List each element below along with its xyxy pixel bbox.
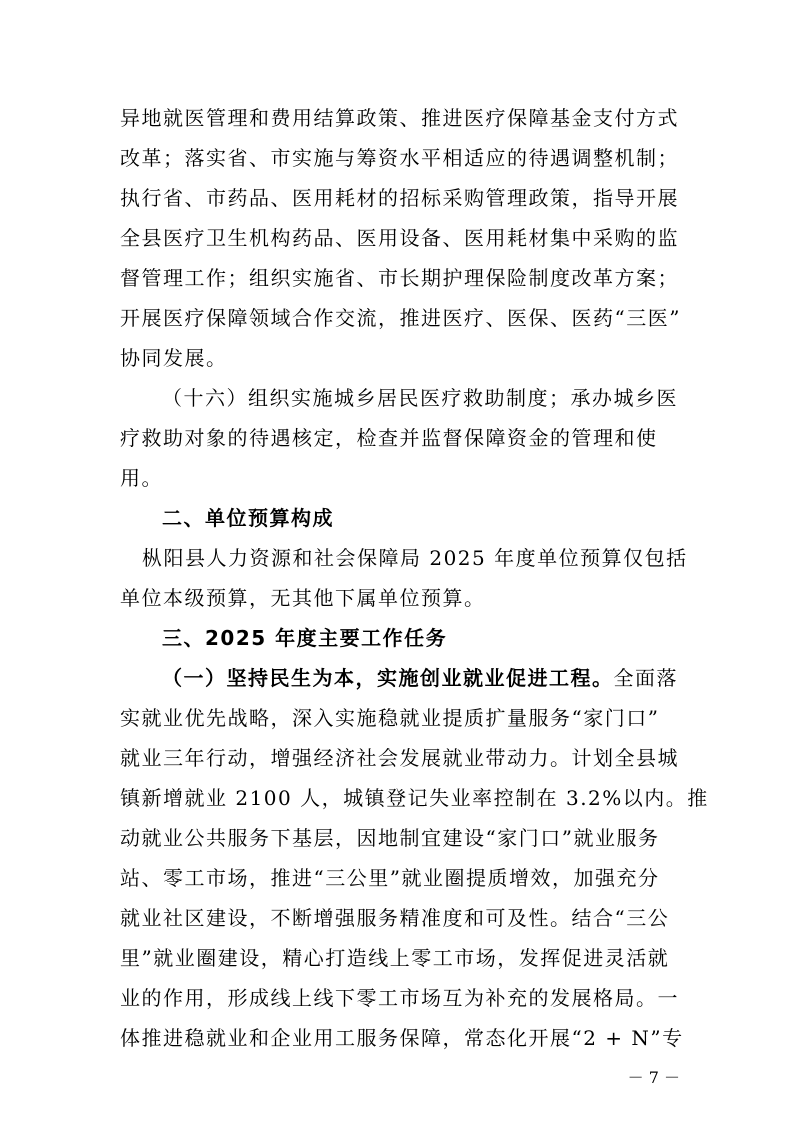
- body-text-line: 疗救助对象的待遇核定，检查并监督保障资金的管理和使: [120, 426, 658, 450]
- body-text-line: 就业三年行动，增强经济社会发展就业带动力。计划全县城: [120, 746, 679, 770]
- section-heading-budget: 二、单位预算构成: [162, 506, 334, 530]
- body-text-line: 枞阳县人力资源和社会保障局 2025 年度单位预算仅包括: [142, 546, 688, 570]
- page-number: － 7 －: [627, 1068, 680, 1087]
- body-text-line: 全县医疗卫生机构药品、医用设备、医用耗材集中采购的监: [120, 226, 679, 250]
- body-text-line: 用。: [120, 466, 163, 490]
- body-text-line: 单位本级预算，无其他下属单位预算。: [120, 586, 486, 610]
- body-text-line: 开展医疗保障领域合作交流，推进医疗、医保、医药“三医”: [120, 306, 681, 330]
- body-text-line: 协同发展。: [120, 346, 228, 370]
- task-one-line: [162, 660, 680, 696]
- body-text-line: 改革；落实省、市实施与筹资水平相适应的待遇调整机制；: [120, 146, 679, 170]
- body-text-line: 体推进稳就业和企业用工服务保障，常态化开展“2 + N”专: [120, 1026, 684, 1050]
- item-sixteen-line: （十六）组织实施城乡居民医疗救助制度；承办城乡医: [162, 386, 678, 410]
- body-text-line: 异地就医管理和费用结算政策、推进医疗保障基金支付方式: [120, 106, 679, 130]
- body-text-line: 执行省、市药品、医用耗材的招标采购管理政策，指导开展: [120, 186, 679, 210]
- body-text-line: 业的作用，形成线上线下零工市场互为补充的发展格局。一: [120, 986, 679, 1010]
- body-text-line: 实就业优先战略，深入实施稳就业提质扩量服务“家门口”: [120, 706, 660, 730]
- body-text-line: 里”就业圈建设，精心打造线上零工市场，发挥促进灵活就: [120, 946, 670, 970]
- body-text-line: 就业社区建设，不断增强服务精准度和可及性。结合“三公: [120, 906, 670, 930]
- section-heading-tasks: 三、2025 年度主要工作任务: [162, 626, 448, 650]
- body-text-line: 站、零工市场，推进“三公里”就业圈提质增效，加强充分: [120, 866, 660, 890]
- task-one-text: 全面落: [613, 666, 678, 690]
- body-text-line: 镇新增就业 2100 人，城镇登记失业率控制在 3.2%以内。推: [120, 786, 709, 810]
- body-text-line: 督管理工作；组织实施省、市长期护理保险制度改革方案；: [120, 266, 679, 290]
- body-text-line: 动就业公共服务下基层，因地制宜建设“家门口”就业服务: [120, 826, 660, 850]
- task-one-title: （一）坚持民生为本，实施创业就业促进工程。: [162, 666, 614, 690]
